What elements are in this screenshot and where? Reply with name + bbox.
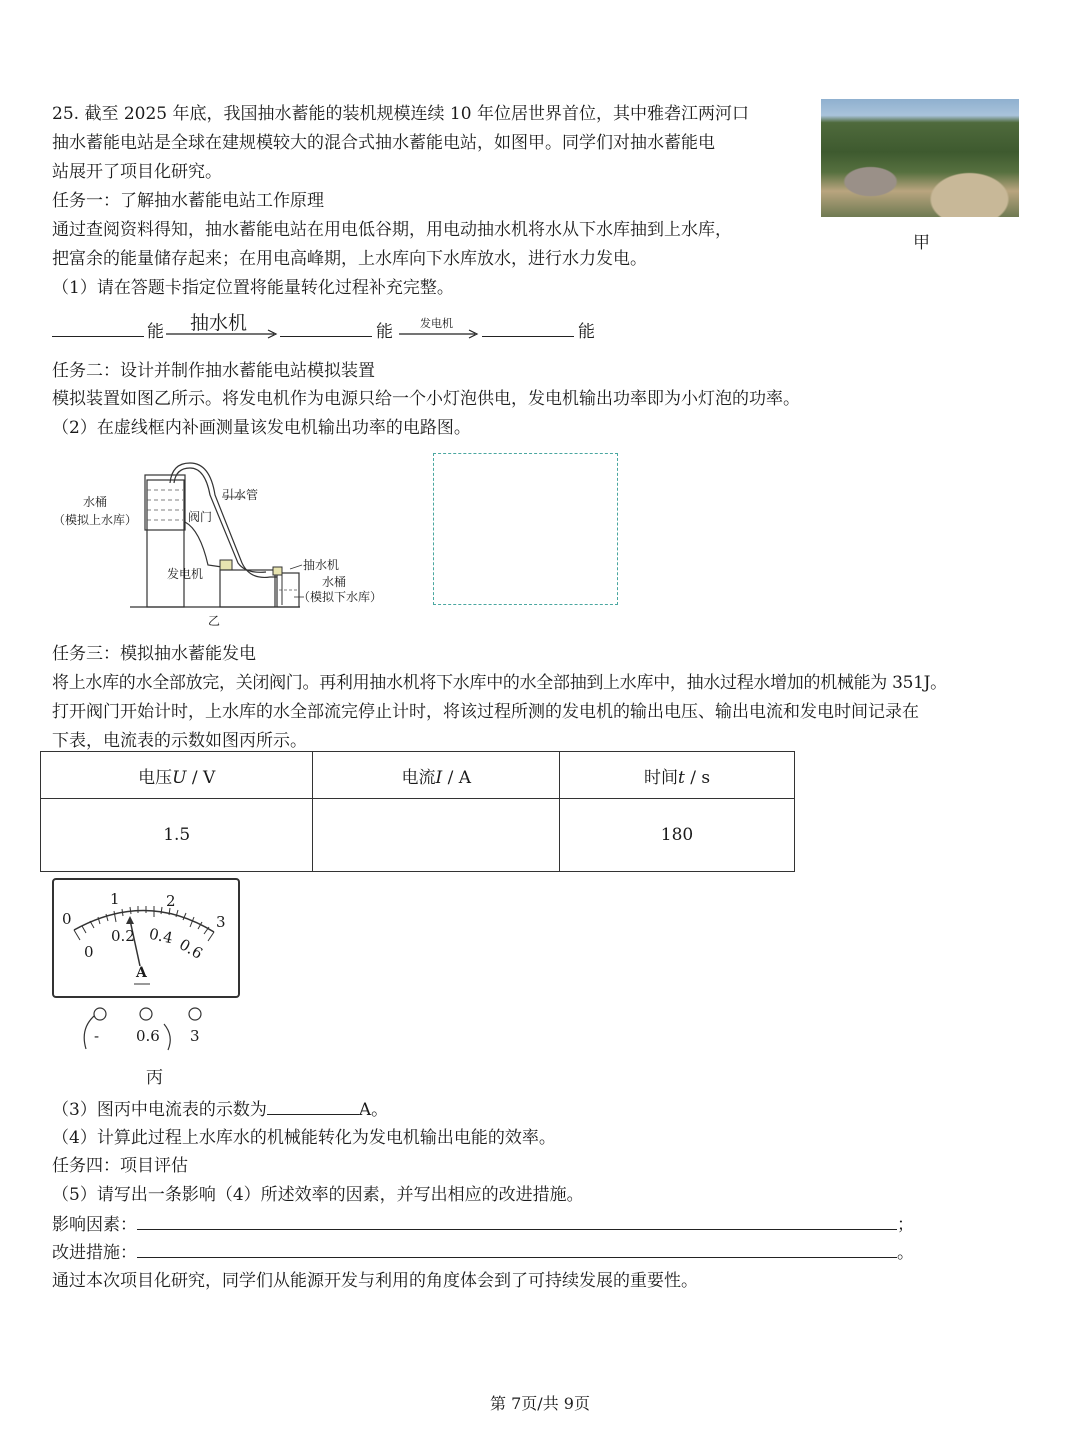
pump-label: 抽水机 — [303, 558, 340, 572]
measure-answer-blank[interactable] — [137, 1239, 897, 1258]
ammeter-unit: A — [136, 965, 147, 981]
circuit-answer-box[interactable] — [433, 453, 618, 605]
pipe-label: 引水管 — [222, 488, 259, 502]
task2-text: 模拟装置如图乙所示。将发电机作为电源只给一个小灯泡供电，发电机输出功率即为小灯泡的功率。 — [52, 389, 800, 409]
energy-word-1: 能 — [147, 322, 164, 342]
task3-title: 任务三：模拟抽水蓄能发电 — [52, 644, 256, 664]
lower-bucket-sub-label: （模拟下水库） — [298, 590, 383, 604]
table-row — [41, 799, 795, 872]
terminal-3: 3 — [190, 1027, 200, 1045]
top-scale-1: 1 — [110, 890, 120, 908]
bottom-scale-0: 0 — [84, 943, 94, 961]
conclusion: 通过本次项目化研究，同学们从能源开发与利用的角度体会到了可持续发展的重要性。 — [52, 1271, 698, 1291]
answer-blank-2[interactable] — [280, 336, 372, 337]
bottom-scale-1: 0.2 — [111, 927, 135, 945]
terminal-0-6: 0.6 — [136, 1027, 160, 1045]
pump-arrow-label: 抽水机 — [190, 312, 248, 334]
figure-yi-caption: 乙 — [208, 614, 221, 628]
time-value: 180 — [560, 799, 795, 872]
measure-line: 改进措施： 。 — [52, 1239, 914, 1266]
answer-blank-1[interactable] — [52, 336, 144, 337]
apparatus-figure — [50, 455, 410, 630]
bottom-scale-3: 0.6 — [176, 935, 206, 963]
terminal-negative: - — [94, 1027, 100, 1045]
intro-line-3: 站展开了项目化研究。 — [52, 162, 222, 182]
factor-line: 影响因素： ； — [52, 1211, 914, 1238]
task1-text-2: 把富余的能量储存起来；在用电高峰期，上水库向下水库放水，进行水力发电。 — [52, 249, 647, 269]
question-2: （2）在虚线框内补画测量该发电机输出功率的电路图。 — [52, 418, 471, 438]
valve-label: 阀门 — [188, 510, 213, 524]
current-value[interactable] — [313, 799, 560, 872]
bottom-scale-2: 0.4 — [147, 924, 175, 948]
task4-title: 任务四：项目评估 — [52, 1156, 188, 1176]
lower-bucket-label: 水桶 — [322, 575, 347, 589]
header-current: 电流I / A — [313, 752, 560, 799]
header-voltage: 电压U / V — [41, 752, 313, 799]
table-header-row — [41, 752, 795, 799]
task3-text-1: 将上水库的水全部放完，关闭阀门。再利用抽水机将下水库中的水全部抽到上水库中，抽水过程水增加的机械能为 351J。 — [52, 673, 947, 693]
task1-title: 任务一：了解抽水蓄能电站工作原理 — [52, 191, 324, 211]
figure-bing-caption: 丙 — [146, 1068, 163, 1088]
bucket-sub-label: （模拟上水库） — [53, 513, 138, 527]
energy-conversion-chain — [52, 312, 612, 342]
question-1: （1）请在答题卡指定位置将能量转化过程补充完整。 — [52, 278, 454, 298]
dam-photo — [821, 99, 1019, 217]
voltage-value: 1.5 — [41, 799, 313, 872]
top-scale-3: 3 — [216, 913, 226, 931]
page-number: 第 7页/共 9页 — [490, 1394, 590, 1413]
intro-line-1: 25. 截至 2025 年底，我国抽水蓄能的装机规模连续 10 年位居世界首位，其中雅砻江两河口 — [52, 104, 749, 124]
generator-arrow-label: 发电机 — [420, 317, 453, 330]
top-scale-2: 2 — [166, 892, 176, 910]
task2-title: 任务二：设计并制作抽水蓄能电站模拟装置 — [52, 361, 375, 381]
figure-jia-caption: 甲 — [913, 233, 930, 253]
question-3: （3）图丙中电流表的示数为 A。 — [52, 1096, 388, 1123]
bucket-label: 水桶 — [83, 495, 108, 509]
energy-word-3: 能 — [578, 322, 595, 342]
data-table — [40, 751, 795, 872]
generator-label: 发电机 — [167, 567, 204, 581]
q3-answer-blank[interactable] — [267, 1096, 359, 1115]
top-scale-0: 0 — [62, 910, 72, 928]
answer-blank-3[interactable] — [482, 336, 574, 337]
intro-line-2: 抽水蓄能电站是全球在建规模较大的混合式抽水蓄能电站，如图甲。同学们对抽水蓄能电 — [52, 133, 715, 153]
header-time: 时间t / s — [560, 752, 795, 799]
factor-answer-blank[interactable] — [137, 1211, 897, 1230]
arrow-1-icon — [164, 326, 280, 342]
arrow-2-icon — [397, 326, 481, 342]
ammeter-dial — [52, 878, 240, 998]
task3-text-2: 打开阀门开始计时，上水库的水全部流完停止计时，将该过程所测的发电机的输出电压、输出电流和发电时间记录在 — [52, 702, 919, 722]
energy-word-2: 能 — [376, 322, 393, 342]
task3-text-3: 下表，电流表的示数如图丙所示。 — [52, 731, 307, 751]
question-4: （4）计算此过程上水库水的机械能转化为发电机输出电能的效率。 — [52, 1128, 556, 1148]
question-5: （5）请写出一条影响（4）所述效率的因素，并写出相应的改进措施。 — [52, 1185, 584, 1205]
task1-text-1: 通过查阅资料得知，抽水蓄能电站在用电低谷期，用电动抽水机将水从下水库抽到上水库， — [52, 220, 732, 240]
